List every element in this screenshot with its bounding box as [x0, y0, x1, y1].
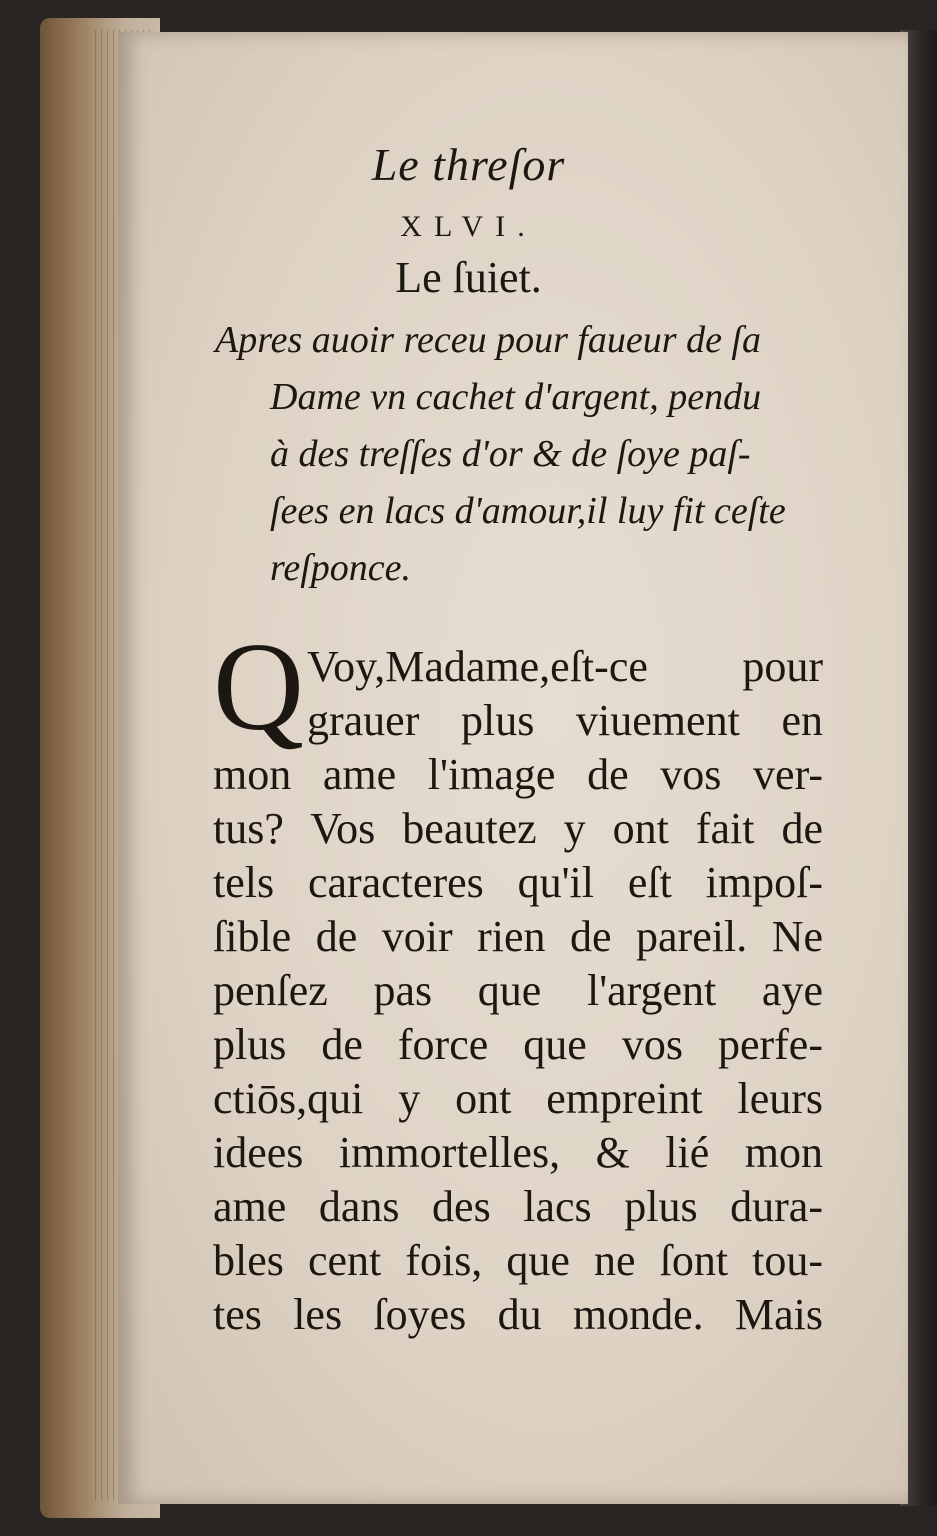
- body-line: mon ame l'image de vos ver-: [213, 750, 823, 799]
- body-paragraph: [213, 640, 823, 1342]
- body-line: ame dans des lacs plus dura-: [213, 1182, 823, 1231]
- argument-line: ſees en lacs d'amour,il luy fit ceſte: [270, 490, 786, 532]
- body-line: penſez pas que l'argent aye: [213, 966, 823, 1015]
- running-head: Le threſor: [371, 139, 566, 190]
- body-line: grauer plus viuement en: [307, 696, 823, 745]
- argument-line: à des treſſes d'or & de ſoye paſ-: [270, 433, 751, 475]
- argument-line: Apres auoir receu pour faueur de ſa: [215, 319, 761, 361]
- section-title: Le ſuiet.: [395, 253, 542, 302]
- body-line: Voy,Madame,eſt-ce pour: [307, 642, 823, 691]
- argument-paragraph: [215, 312, 835, 597]
- argument-line: reſponce.: [270, 547, 412, 589]
- body-line: tes les ſoyes du monde. Mais: [213, 1290, 823, 1339]
- body-line: bles cent fois, que ne ſont tou-: [213, 1236, 823, 1285]
- body-line: ctiōs,qui y ont empreint leurs: [213, 1074, 823, 1123]
- body-line: ſible de voir rien de pareil. Ne: [213, 912, 823, 961]
- section-number: XLVI.: [400, 210, 537, 243]
- drop-cap: Q: [213, 618, 304, 757]
- argument-line: Dame vn cachet d'argent, pendu: [270, 376, 762, 418]
- body-line: idees immortelles, & lié mon: [213, 1128, 823, 1177]
- body-line: tus? Vos beautez y ont fait de: [213, 804, 823, 853]
- body-line: plus de force que vos perfe-: [213, 1020, 823, 1069]
- body-line: tels caracteres qu'il eſt impoſ-: [213, 858, 823, 907]
